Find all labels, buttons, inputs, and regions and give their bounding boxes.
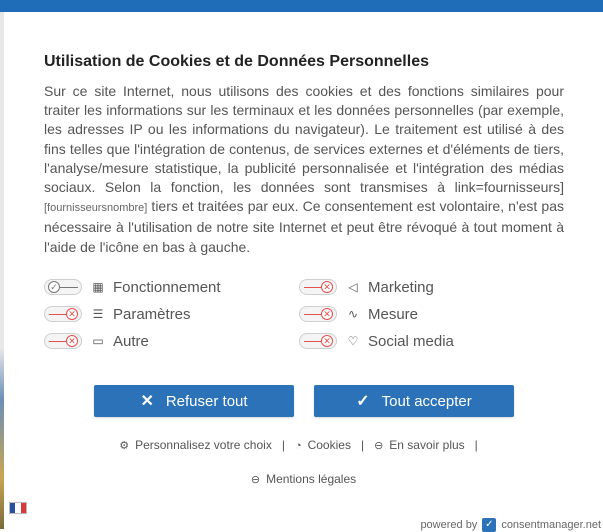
chat-icon: ▭: [92, 334, 104, 348]
reject-all-button[interactable]: [94, 385, 294, 417]
toggle-switch-parametres[interactable]: [44, 306, 82, 322]
french-flag-icon[interactable]: [9, 502, 27, 514]
toggle-switch-fonctionnement[interactable]: [44, 279, 82, 295]
check-icon: ✓: [48, 281, 60, 293]
body-text-placeholder: [fournisseursnombre]: [44, 202, 148, 215]
dialog-title: Utilisation de Cookies et de Données Personnelles: [44, 53, 429, 70]
footer-links: [4, 438, 603, 452]
body-text-part2: tiers et traitées par eux. Ce consentement est volontaire, n'est pas nécessaire à l'utilisation de notre site Internet et peut être révoqué à tout moment à l'aide de l'icône en bas à gauche.: [44, 198, 564, 255]
toggle-row-social-media[interactable]: [299, 330, 454, 352]
cookies-link[interactable]: [295, 438, 351, 452]
toggle-row-mesure[interactable]: [299, 303, 418, 325]
close-icon: ✕: [140, 393, 154, 410]
thumbs-up-icon: ♡: [347, 334, 359, 348]
legal-link[interactable]: [251, 472, 356, 486]
toggle-label: Paramètres: [113, 305, 191, 323]
customize-link-label: Personnalisez votre choix: [135, 438, 272, 452]
brand-name: consentmanager.net: [501, 519, 601, 531]
learn-more-link-label: En savoir plus: [389, 438, 465, 452]
megaphone-icon: ◁: [348, 280, 358, 294]
link-icon: ⊖: [374, 440, 384, 452]
toggle-row-parametres[interactable]: [44, 303, 191, 325]
link-separator: |: [281, 438, 285, 452]
legal-link-label: Mentions légales: [266, 472, 357, 486]
cookies-link-label: Cookies: [307, 438, 351, 452]
toggle-row-marketing[interactable]: [299, 276, 434, 298]
close-icon: ✕: [321, 281, 333, 293]
link-separator: |: [360, 438, 365, 452]
cookie-consent-dialog: [4, 12, 603, 529]
link-icon: ⊖: [250, 474, 261, 486]
dialog-body: [44, 82, 564, 257]
customize-link[interactable]: [119, 438, 272, 452]
cookie-icon: ◔: [294, 440, 302, 452]
toggle-switch-marketing[interactable]: [299, 279, 337, 295]
accept-all-button[interactable]: [314, 385, 514, 417]
consentmanager-logo-icon: ✓: [482, 518, 496, 532]
sliders-icon: ☰: [92, 307, 104, 321]
toggle-switch-mesure[interactable]: [299, 306, 337, 322]
toggle-row-autre[interactable]: [44, 330, 149, 352]
learn-more-link[interactable]: [374, 438, 465, 452]
link-separator: |: [474, 438, 478, 452]
reject-all-label: Refuser tout: [165, 392, 248, 410]
toggle-label: Mesure: [368, 305, 419, 323]
check-icon: ✓: [356, 393, 370, 410]
powered-by[interactable]: [420, 518, 601, 532]
toggle-switch-autre[interactable]: [44, 333, 82, 349]
close-icon: ✕: [66, 308, 78, 320]
toggle-label: Social media: [368, 332, 454, 350]
close-icon: ✕: [321, 308, 333, 320]
accept-all-label: Tout accepter: [381, 392, 472, 410]
toggle-row-fonctionnement[interactable]: [44, 276, 221, 298]
legal-link-row: [4, 472, 603, 486]
close-icon: ✕: [321, 335, 333, 347]
grid-icon: ▦: [92, 280, 104, 294]
close-icon: ✕: [66, 335, 78, 347]
toggle-label: Fonctionnement: [113, 278, 221, 296]
body-text-part1: Sur ce site Internet, nous utilisons des cookies et des fonctions similaires pour traiter les informations sur les terminaux et les données personnelles (par exemple, les adresses IP ou les informations du navigateur). Le traitement est utilisé à des fins telles que l'intégration de contenus, de services externes et d'éléments de tiers, l'analyse/mesure statistique, la publicité personnalisée et l'intégration des médias sociaux. Selon la fonction, les données sont transmises à link=fournisseurs]: [44, 83, 564, 196]
page-header-bar: [0, 0, 603, 12]
gear-icon: ⚙: [119, 440, 130, 452]
toggle-label: Autre: [113, 332, 149, 350]
chart-icon: ∿: [347, 307, 359, 321]
toggle-switch-social-media[interactable]: [299, 333, 337, 349]
powered-by-label: powered by: [420, 519, 478, 531]
toggle-label: Marketing: [368, 278, 434, 296]
